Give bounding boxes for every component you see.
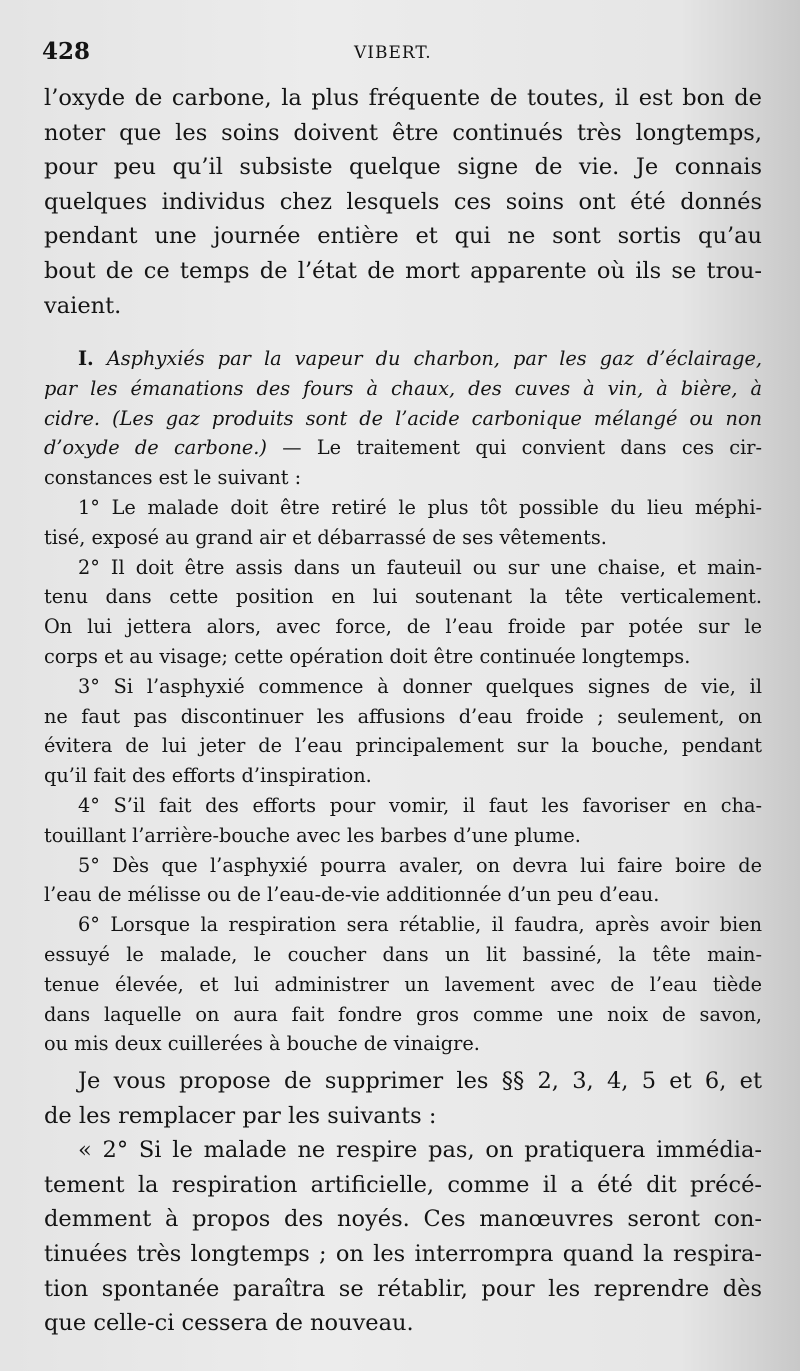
text-line: ou mis deux cuillerées à bouche de vinaigre. bbox=[44, 1032, 480, 1056]
text-line: essuyé le malade, le coucher dans un lit bassiné, la tête main- bbox=[44, 942, 762, 966]
text-line: tisé, exposé au grand air et débarrassé de ses vêtements. bbox=[44, 525, 607, 549]
list-item-2: 2° Il doit être assis dans un fauteuil ou sur une chaise, et main- bbox=[78, 555, 762, 579]
text-line bbox=[44, 433, 762, 463]
text-line: pendant une journée entière et qui ne sont sortis qu’au bbox=[44, 223, 762, 250]
text-line: de les remplacer par les suivants : bbox=[44, 1102, 437, 1129]
text-line: que celle-ci cessera de nouveau. bbox=[44, 1310, 414, 1337]
text-line: quelques individus chez lesquels ces soins ont été donnés bbox=[44, 188, 762, 215]
list-item-1: 1° Le malade doit être retiré le plus tôt possible du lieu méphi- bbox=[78, 495, 762, 519]
running-head: VIBERT. bbox=[354, 43, 432, 63]
text-line: touillant l’arrière-bouche avec les barbes d’une plume. bbox=[44, 823, 581, 847]
text-line: l’oxyde de carbone, la plus fréquente de toutes, il est bon de bbox=[44, 85, 762, 111]
section-number: I. bbox=[78, 347, 94, 370]
text-line: On lui jettera alors, avec force, de l’eau froide par potée sur le bbox=[44, 615, 762, 639]
text-run: — Le traitement qui convient dans ces cir- bbox=[266, 436, 762, 460]
text-line: bout de ce temps de l’état de mort apparente où ils se trou- bbox=[44, 257, 762, 284]
text-line: Je vous propose de supprimer les §§ 2, 3, 4, 5 et 6, et bbox=[78, 1068, 762, 1094]
text-line: corps et au visage; cette opération doit être continuée longtemps. bbox=[44, 644, 691, 668]
section-heading-line bbox=[44, 344, 762, 374]
list-item-4: 4° S’il fait des efforts pour vomir, il faut les favoriser en cha- bbox=[78, 793, 762, 817]
quoted-item-2: « 2° Si le malade ne respire pas, on pratiquera immédia- bbox=[78, 1137, 762, 1164]
section-title: Asphyxiés par la vapeur du charbon, par les gaz d’éclairage, bbox=[106, 347, 762, 370]
text-line: vaient. bbox=[44, 292, 122, 319]
text-line: ne faut pas discontinuer les affusions d’eau froide ; seulement, on bbox=[44, 704, 762, 728]
text-line: constances est le suivant : bbox=[44, 466, 302, 490]
paragraph-opening bbox=[44, 81, 762, 323]
text-line: l’eau de mélisse ou de l’eau-de-vie additionnée d’un peu d’eau. bbox=[44, 883, 660, 907]
text-line: tenue élevée, et lui administrer un lavement avec de l’eau tiède bbox=[44, 972, 762, 996]
page-header bbox=[42, 38, 742, 78]
paragraph-proposal bbox=[44, 1064, 762, 1341]
text-line: tenu dans cette position en lui soutenant la tête verticalement. bbox=[44, 585, 762, 609]
text-line: dans laquelle on aura fait fondre gros comme une noix de savon, bbox=[44, 1002, 762, 1026]
text-line: tion spontanée paraîtra se rétablir, pour les reprendre dès bbox=[44, 1275, 762, 1302]
text-line: demment à propos des noyés. Ces manœuvres seront con- bbox=[44, 1206, 762, 1233]
text-line: qu’il fait des efforts d’inspiration. bbox=[44, 764, 372, 788]
section-i bbox=[44, 344, 762, 1059]
text-line: pour peu qu’il subsiste quelque signe de vie. Je connais bbox=[44, 154, 762, 181]
text-line: tinuées très longtemps ; on les interrompra quand la respira- bbox=[44, 1240, 762, 1267]
text-line: cidre. (Les gaz produits sont de l’acide carbonique mélangé ou non bbox=[44, 406, 762, 430]
text-line: par les émanations des fours à chaux, des cuves à vin, à bière, à bbox=[44, 376, 762, 400]
page-number: 428 bbox=[42, 38, 91, 65]
text-line: noter que les soins doivent être continués très longtemps, bbox=[44, 119, 762, 146]
italic-run: d’oxyde de carbone.) bbox=[44, 436, 267, 460]
text-line: évitera de lui jeter de l’eau principalement sur la bouche, pendant bbox=[44, 734, 762, 758]
list-item-6: 6° Lorsque la respiration sera rétablie, il faudra, après avoir bien bbox=[78, 913, 762, 937]
text-line: tement la respiration artificielle, comme il a été dit précé- bbox=[44, 1171, 762, 1198]
list-item-3: 3° Si l’asphyxié commence à donner quelques signes de vie, il bbox=[78, 674, 762, 698]
list-item-5: 5° Dès que l’asphyxié pourra avaler, on devra lui faire boire de bbox=[78, 853, 762, 877]
